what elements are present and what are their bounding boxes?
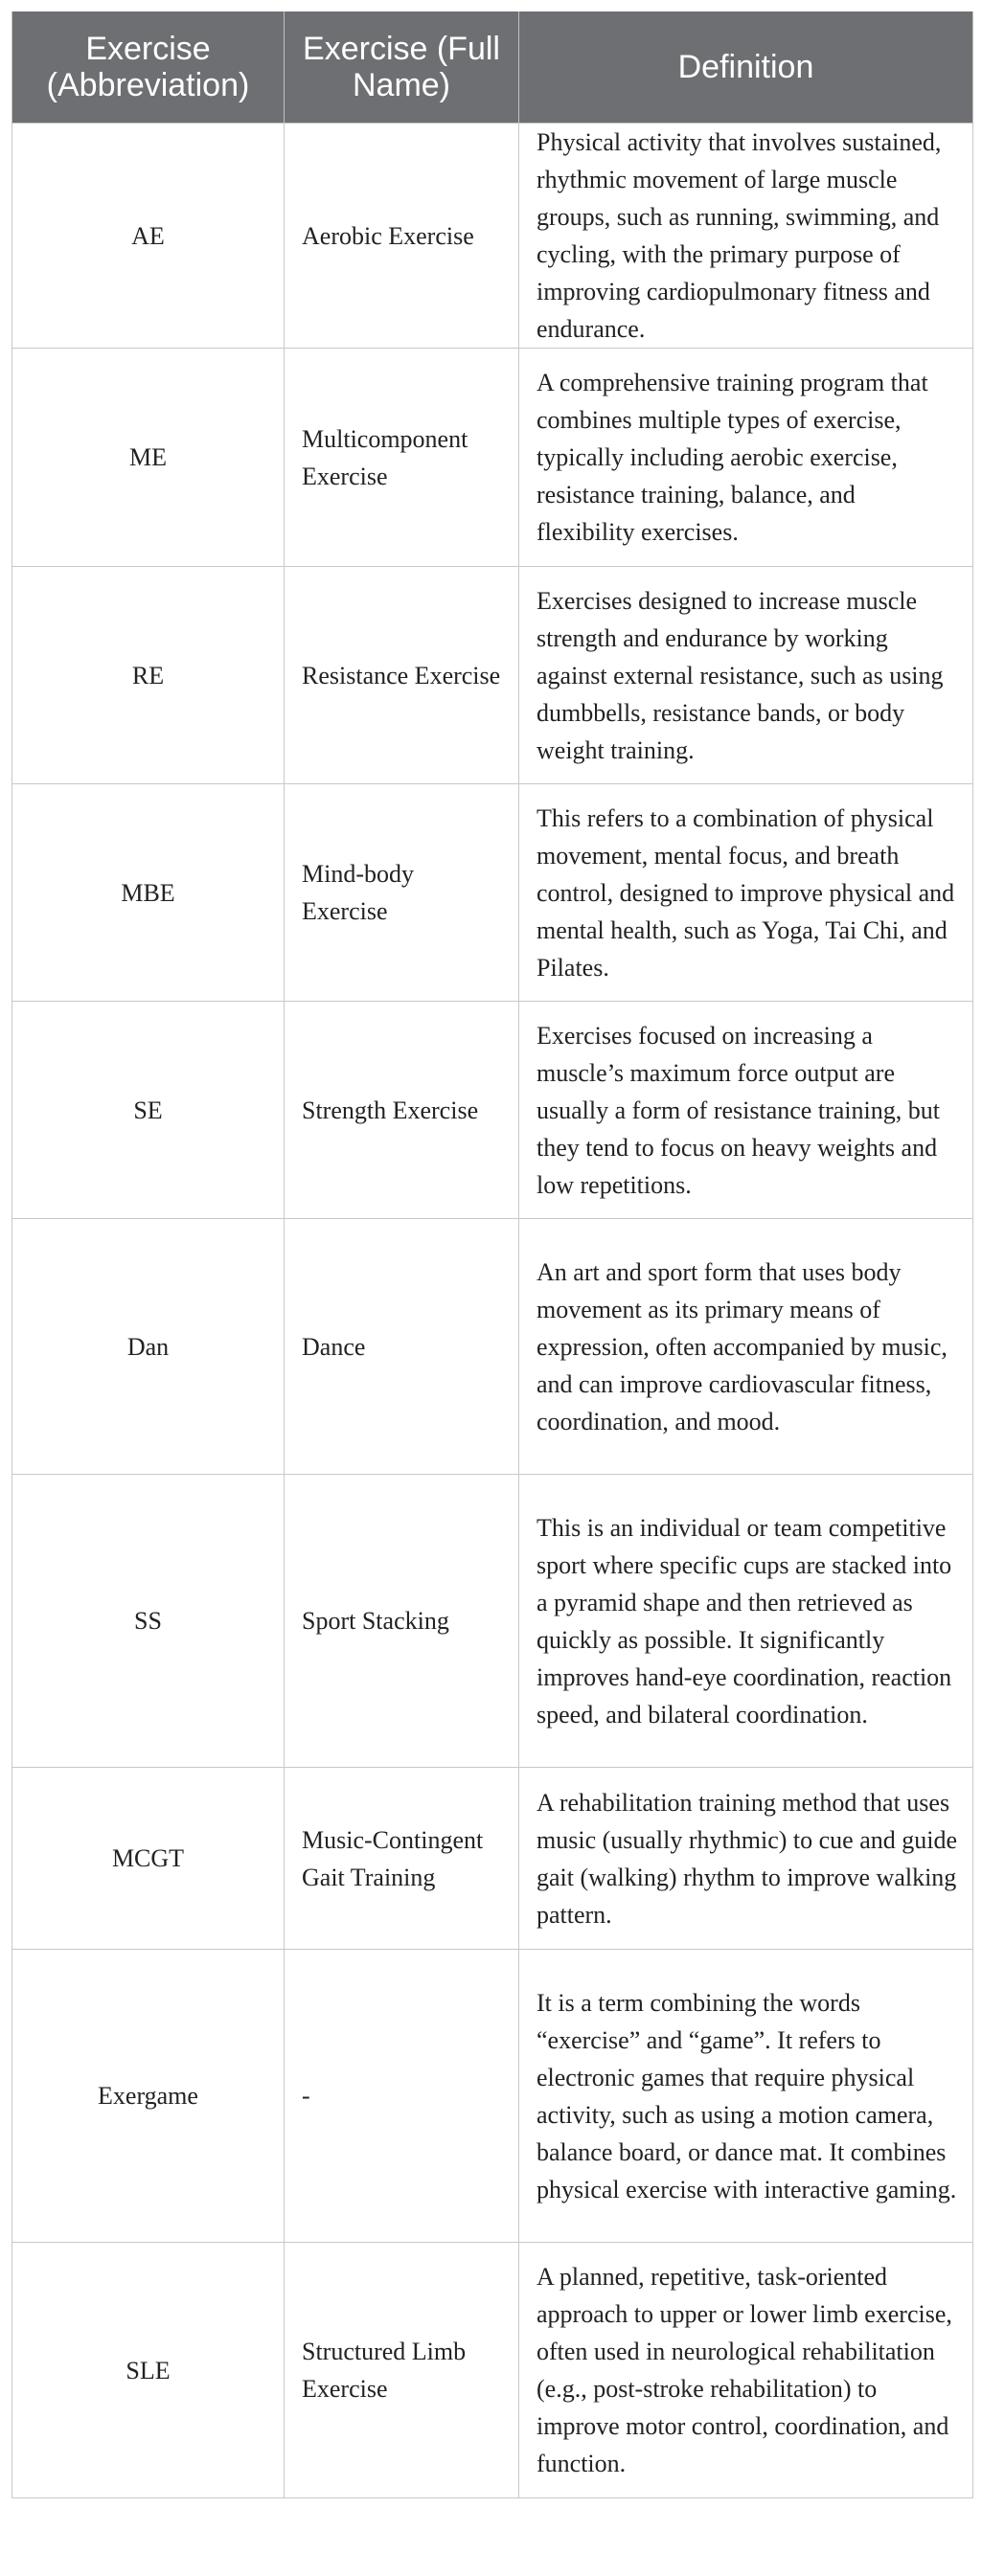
- cell-definition: Physical activity that involves sustained, rhythmic movement of large muscle groups, such as running, swimming, and cycling, with the primary purpose of improving cardiopulmonary fitness and endurance.: [519, 124, 973, 349]
- table-row: [12, 784, 973, 1002]
- cell-full-name: Dance: [285, 1219, 519, 1475]
- cell-abbreviation: MCGT: [12, 1768, 285, 1950]
- cell-abbreviation: SLE: [12, 2243, 285, 2498]
- cell-definition: It is a term combining the words “exercise” and “game”. It refers to electronic games that require physical activity, such as using a motion camera, balance board, or dance mat. It combines physical exercise with interactive gaming.: [519, 1950, 973, 2243]
- cell-full-name: Mind-body Exercise: [285, 784, 519, 1002]
- cell-full-name: Aerobic Exercise: [285, 124, 519, 349]
- cell-abbreviation: ME: [12, 349, 285, 567]
- cell-full-name: Structured Limb Exercise: [285, 2243, 519, 2498]
- table-row: [12, 2243, 973, 2498]
- table-body: [12, 124, 973, 2498]
- cell-full-name: -: [285, 1950, 519, 2243]
- exercise-definitions-table: [11, 11, 973, 2498]
- cell-abbreviation: RE: [12, 567, 285, 784]
- cell-abbreviation: MBE: [12, 784, 285, 1002]
- header-row: [12, 11, 973, 124]
- cell-abbreviation: Dan: [12, 1219, 285, 1475]
- table-row: [12, 1768, 973, 1950]
- table-row: [12, 1219, 973, 1475]
- header-abbreviation: Exercise (Abbreviation): [12, 11, 285, 124]
- cell-definition: This is an individual or team competitive sport where specific cups are stacked into a pyramid shape and then retrieved as quickly as possible. It significantly improves hand-eye coordination, reaction speed, and bilateral coordination.: [519, 1475, 973, 1768]
- table-row: [12, 349, 973, 567]
- cell-full-name: Sport Stacking: [285, 1475, 519, 1768]
- cell-definition: A planned, repetitive, task-oriented approach to upper or lower limb exercise, often used in neurological rehabilitation (e.g., post-stroke rehabilitation) to improve motor control, coordination, and function.: [519, 2243, 973, 2498]
- exercise-definitions-table-container: [11, 11, 972, 2498]
- cell-definition: A comprehensive training program that combines multiple types of exercise, typically including aerobic exercise, resistance training, balance, and flexibility exercises.: [519, 349, 973, 567]
- table-header: [12, 11, 973, 124]
- table-row: [12, 1002, 973, 1219]
- table-row: [12, 124, 973, 349]
- cell-full-name: Resistance Exercise: [285, 567, 519, 784]
- cell-abbreviation: SS: [12, 1475, 285, 1768]
- table-row: [12, 1475, 973, 1768]
- header-definition: Definition: [519, 11, 973, 124]
- table-row: [12, 1950, 973, 2243]
- cell-abbreviation: AE: [12, 124, 285, 349]
- cell-abbreviation: Exergame: [12, 1950, 285, 2243]
- cell-full-name: Music-Contingent Gait Training: [285, 1768, 519, 1950]
- cell-definition: Exercises designed to increase muscle strength and endurance by working against external resistance, such as using dumbbells, resistance bands, or body weight training.: [519, 567, 973, 784]
- cell-full-name: Strength Exercise: [285, 1002, 519, 1219]
- cell-definition: Exercises focused on increasing a muscle’s maximum force output are usually a form of resistance training, but they tend to focus on heavy weights and low repetitions.: [519, 1002, 973, 1219]
- cell-full-name: Multicomponent Exercise: [285, 349, 519, 567]
- cell-definition: A rehabilitation training method that uses music (usually rhythmic) to cue and guide gait (walking) rhythm to improve walking pattern.: [519, 1768, 973, 1950]
- cell-abbreviation: SE: [12, 1002, 285, 1219]
- cell-definition: An art and sport form that uses body movement as its primary means of expression, often accompanied by music, and can improve cardiovascular fitness, coordination, and mood.: [519, 1219, 973, 1475]
- cell-definition: This refers to a combination of physical movement, mental focus, and breath control, designed to improve physical and mental health, such as Yoga, Tai Chi, and Pilates.: [519, 784, 973, 1002]
- table-row: [12, 567, 973, 784]
- header-full-name: Exercise (Full Name): [285, 11, 519, 124]
